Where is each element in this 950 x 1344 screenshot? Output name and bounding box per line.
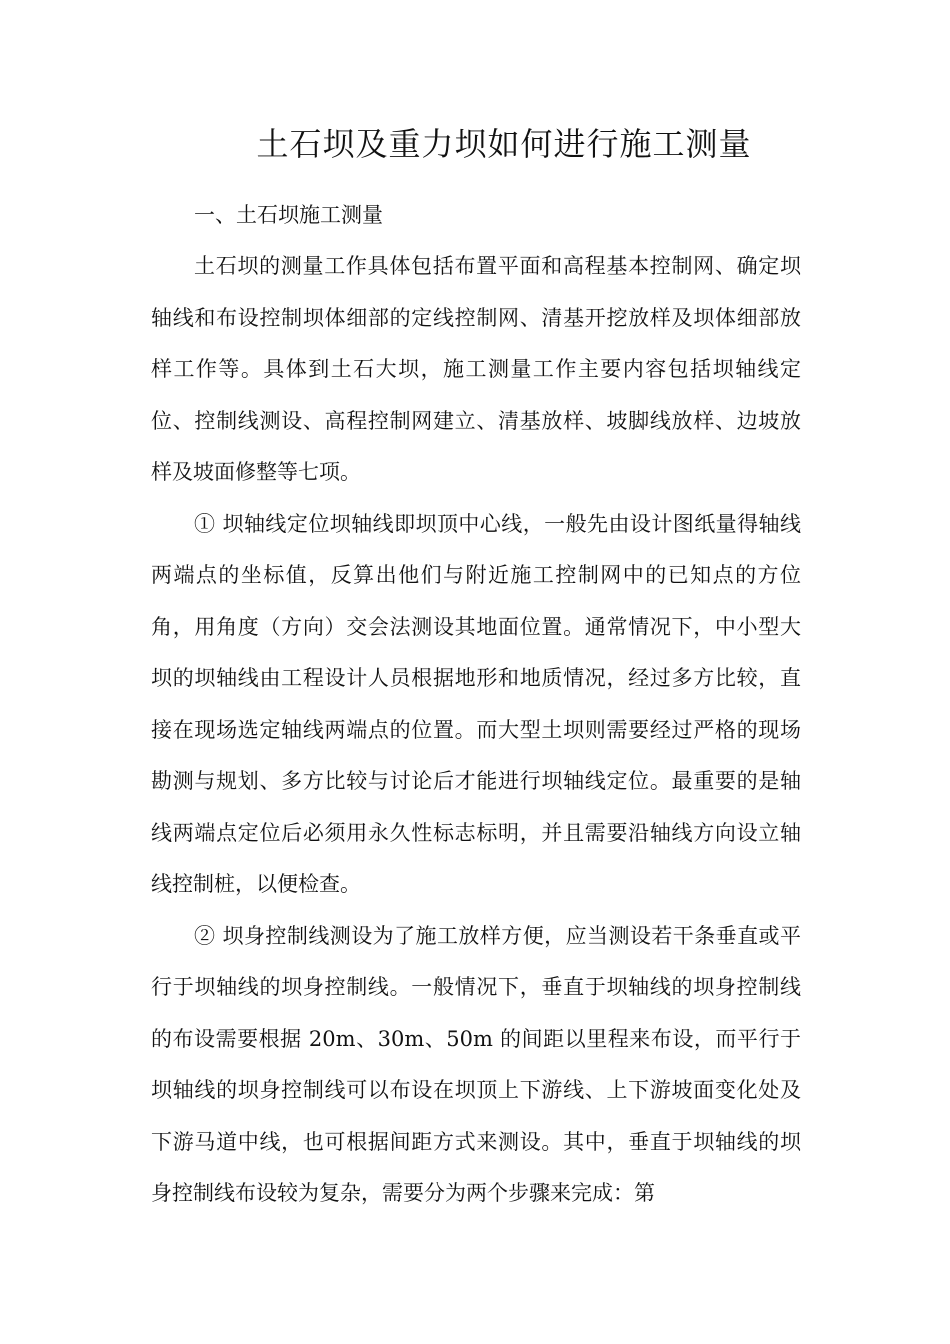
paragraph-axis-positioning: ① 坝轴线定位坝轴线即坝顶中心线，一般先由设计图纸量得轴线两端点的坐标值，反算出他们与附近施工控制网中的已知点的方位角，用角度（方向）交会法测设其地面位置。通常情况下，中小型大坝的坝轴线由工程设计人员根据地形和地质情况，经过多方比较，直接在现场选定轴线两端点的位置。而大型土坝则需要经过严格的现场勘测与规划、多方比较与讨论后才能进行坝轴线定位。最重要的是轴线两端点定位后必须用永久性标志标明，并且需要沿轴线方向设立轴线控制桩，以便检查。 [151, 511, 801, 896]
document-body [151, 190, 801, 1220]
paragraph-overview: 土石坝的测量工作具体包括布置平面和高程基本控制网、确定坝轴线和布设控制坝体细部的定线控制网、清基开挖放样及坝体细部放样工作等。具体到土石大坝，施工测量工作主要内容包括坝轴线定位、控制线测设、高程控制网建立、清基放样、坡脚线放样、边坡放样及坡面修整等七项。 [151, 254, 801, 484]
section-heading: 一、土石坝施工测量 [194, 203, 383, 227]
document-title: 土石坝及重力坝如何进行施工测量 [256, 125, 752, 163]
paragraph-control-lines: ② 坝身控制线测设为了施工放样方便，应当测设若干条垂直或平行于坝轴线的坝身控制线。一般情况下，垂直于坝轴线的坝身控制线的布设需要根据 20m、30m、50m 的间距以里程来布设，而平行于坝轴线的坝身控制线可以布设在坝顶上下游线、上下游坡面变化处及下游马道中线，也可根据间距方式来测设。其中，垂直于坝轴线的坝身控制线布设较为复杂，需要分为两个步骤来完成：第 [151, 923, 801, 1205]
